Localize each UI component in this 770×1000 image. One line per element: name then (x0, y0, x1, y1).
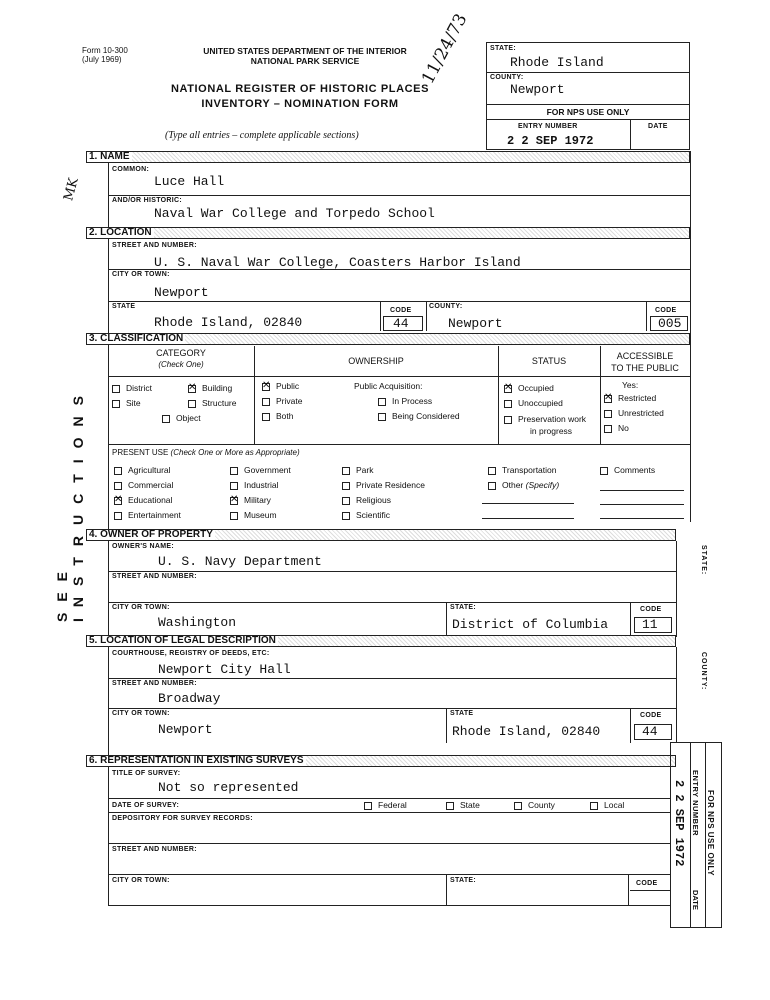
owner-code-value: 11 (642, 617, 658, 632)
county-value: Newport (510, 82, 565, 97)
department-heading (170, 46, 440, 66)
acquisition-label: Public Acquisition: (354, 381, 423, 391)
section-2-bar (86, 227, 690, 239)
level-federal[interactable] (364, 800, 407, 810)
acquisition-being-considered-label: Being Considered (392, 411, 460, 421)
level-local-label: Local (604, 800, 625, 810)
side-entry-number-label: ENTRY NUMBER (691, 770, 700, 837)
use-private-residence-label: Private Residence (356, 480, 425, 490)
checkbox-icon (112, 400, 120, 408)
code-value: 44 (393, 316, 409, 331)
use-scientific-label: Scientific (356, 510, 391, 520)
ownership-both[interactable] (262, 411, 294, 421)
checkbox-icon (342, 512, 350, 520)
courthouse-label: COURTHOUSE, REGISTRY OF DEEDS, ETC: (112, 650, 270, 657)
use-industrial[interactable] (230, 480, 279, 490)
use-museum[interactable] (230, 510, 277, 520)
category-object[interactable] (162, 413, 201, 423)
owner-name-value: U. S. Navy Department (158, 554, 322, 569)
category-building-label: Building (202, 383, 233, 393)
checkbox-icon (188, 400, 196, 408)
checkbox-icon (504, 416, 512, 424)
checkbox-icon (262, 413, 270, 421)
use-comments[interactable] (600, 465, 655, 475)
category-sub: (Check One) (158, 360, 204, 369)
use-museum-label: Museum (244, 510, 277, 520)
ownership-private[interactable] (262, 396, 302, 406)
ownership-public[interactable] (262, 381, 299, 391)
use-other-sub: (Specify) (525, 480, 560, 490)
use-religious-label: Religious (356, 495, 391, 505)
section-5-side-label: COUNTY: (700, 652, 707, 691)
checked-box-icon (262, 383, 270, 391)
legal-state-value: Rhode Island, 02840 (452, 724, 601, 739)
use-other[interactable] (488, 480, 559, 490)
side-nps-label: FOR NPS USE ONLY (706, 790, 715, 876)
county-field-label: COUNTY: (429, 303, 463, 310)
status-header: STATUS (531, 356, 567, 366)
margin-initials: MK (61, 176, 82, 203)
owner-city-value: Washington (158, 615, 237, 630)
owner-code-label: CODE (640, 606, 662, 613)
code2-label: CODE (655, 307, 677, 314)
use-educational[interactable] (114, 495, 172, 505)
checkbox-icon (114, 512, 122, 520)
survey-title-value: Not so represented (158, 780, 299, 795)
acquisition-being-considered[interactable] (378, 411, 460, 421)
section-6-bar (86, 755, 676, 767)
present-use-label: PRESENT USE (112, 448, 169, 457)
checkbox-icon (378, 398, 386, 406)
checkbox-icon (230, 482, 238, 490)
date-label: DATE (648, 123, 668, 130)
use-commercial-label: Commercial (128, 480, 174, 490)
historic-name-value: Naval War College and Torpedo School (154, 206, 435, 221)
legal-city-label: CITY OR TOWN: (112, 710, 170, 717)
checkbox-icon (162, 415, 170, 423)
status-preservation-label-2: in progress (530, 426, 573, 436)
survey-street-label: STREET AND NUMBER: (112, 846, 197, 853)
owner-name-label: OWNER'S NAME: (112, 543, 174, 550)
legal-code-value: 44 (642, 724, 658, 739)
section-5-title: 5. LOCATION OF LEGAL DESCRIPTION (89, 635, 276, 646)
section-3-title: 3. CLASSIFICATION (89, 333, 184, 344)
level-state[interactable] (446, 800, 480, 810)
legal-city-value: Newport (158, 722, 213, 737)
section-1-bar (86, 151, 690, 163)
ownership-header: OWNERSHIP (348, 356, 404, 366)
use-educational-label: Educational (128, 495, 173, 505)
use-entertainment-label: Entertainment (128, 510, 181, 520)
checked-box-icon (504, 385, 512, 393)
entry-date-stamp: 2 2 SEP 1972 (507, 134, 594, 148)
access-unrestricted[interactable] (604, 408, 664, 418)
use-government[interactable] (230, 465, 291, 475)
acquisition-in-process-label: In Process (392, 396, 433, 406)
use-military[interactable] (230, 495, 271, 505)
use-agricultural[interactable] (114, 465, 171, 475)
level-county[interactable] (514, 800, 555, 810)
common-name-value: Luce Hall (154, 174, 225, 189)
use-private-residence[interactable] (342, 480, 425, 490)
checkbox-icon (378, 413, 386, 421)
street-label: STREET AND NUMBER: (112, 242, 197, 249)
side-entry-date-stamp: 2 2 SEP 1972 (672, 780, 686, 867)
present-use-header (112, 448, 300, 457)
form-title-line-1: NATIONAL REGISTER OF HISTORIC PLACES (170, 83, 430, 95)
department-line-1: UNITED STATES DEPARTMENT OF THE INTERIOR (203, 46, 407, 56)
category-structure[interactable] (188, 398, 237, 408)
use-transportation[interactable] (488, 465, 557, 475)
historic-label: AND/OR HISTORIC: (112, 197, 183, 204)
category-structure-label: Structure (202, 398, 237, 408)
owner-street-label: STREET AND NUMBER: (112, 573, 197, 580)
form-title-line-2: INVENTORY – NOMINATION FORM (201, 98, 399, 110)
checked-box-icon (188, 385, 196, 393)
entry-instructions: (Type all entries – complete applicable sections) (165, 130, 359, 141)
checkbox-icon (604, 425, 612, 433)
accessible-label-1: ACCESSIBLE (616, 351, 674, 361)
legal-street-label: STREET AND NUMBER: (112, 680, 197, 687)
state-label: STATE: (490, 45, 517, 52)
courthouse-value: Newport City Hall (158, 662, 291, 677)
entry-number-label: ENTRY NUMBER (518, 123, 578, 130)
present-use-sub: (Check One or More as Appropriate) (170, 448, 300, 457)
ownership-public-label: Public (276, 381, 300, 391)
checkbox-icon (230, 467, 238, 475)
form-date: (July 1969) (82, 55, 122, 64)
use-transportation-label: Transportation (502, 465, 557, 475)
status-occupied-label: Occupied (518, 383, 554, 393)
street-value: U. S. Naval War College, Coasters Harbor Island (154, 255, 521, 270)
section-5-bar (86, 635, 676, 647)
survey-date-label: DATE OF SURVEY: (112, 802, 180, 809)
category-district[interactable] (112, 383, 152, 393)
city-value: Newport (154, 285, 209, 300)
form-title (150, 82, 450, 112)
level-county-label: County (528, 800, 555, 810)
checkbox-icon (600, 467, 608, 475)
checkbox-icon (364, 802, 372, 810)
checkbox-icon (590, 802, 598, 810)
checkbox-icon (342, 482, 350, 490)
code2-value: 005 (658, 316, 682, 331)
use-government-label: Government (244, 465, 291, 475)
category-site[interactable] (112, 398, 141, 408)
access-no[interactable] (604, 423, 629, 433)
section-4-side-label: STATE: (700, 545, 707, 576)
status-unoccupied[interactable] (504, 398, 563, 408)
checked-box-icon (114, 497, 122, 505)
common-label: COMMON: (112, 166, 150, 173)
use-comments-label: Comments (614, 465, 656, 475)
category-object-label: Object (176, 413, 201, 423)
use-religious[interactable] (342, 495, 391, 505)
survey-title-label: TITLE OF SURVEY: (112, 770, 181, 777)
ownership-both-label: Both (276, 411, 294, 421)
form-number-block (82, 46, 128, 64)
use-entertainment[interactable] (114, 510, 181, 520)
checkbox-icon (514, 802, 522, 810)
form-number: Form 10-300 (82, 46, 128, 55)
checkbox-icon (342, 467, 350, 475)
nps-use-only-label: FOR NPS USE ONLY (546, 107, 630, 117)
level-local[interactable] (590, 800, 624, 810)
depository-label: DEPOSITORY FOR SURVEY RECORDS: (112, 815, 253, 822)
use-park[interactable] (342, 465, 373, 475)
checkbox-icon (488, 482, 496, 490)
state-field-value: Rhode Island, 02840 (154, 315, 303, 330)
checkbox-icon (112, 385, 120, 393)
level-state-label: State (460, 800, 480, 810)
checkbox-icon (342, 497, 350, 505)
side-date-label: DATE (691, 890, 700, 910)
access-unrestricted-label: Unrestricted (618, 408, 664, 418)
code-label: CODE (390, 307, 412, 314)
acquisition-in-process[interactable] (378, 396, 432, 406)
section-4-bar (86, 529, 676, 541)
owner-state-label: STATE: (450, 604, 477, 611)
ownership-private-label: Private (276, 396, 303, 406)
section-2-title: 2. LOCATION (89, 227, 152, 238)
checkbox-icon (114, 467, 122, 475)
checkbox-icon (114, 482, 122, 490)
department-line-2: NATIONAL PARK SERVICE (250, 56, 360, 66)
section-3-bar (86, 333, 690, 345)
use-military-label: Military (244, 495, 271, 505)
category-label: CATEGORY (156, 348, 206, 358)
handwritten-date: 11/24/73 (418, 10, 472, 88)
use-commercial[interactable] (114, 480, 173, 490)
city-label: CITY OR TOWN: (112, 271, 170, 278)
checkbox-icon (230, 512, 238, 520)
use-scientific[interactable] (342, 510, 390, 520)
owner-city-label: CITY OR TOWN: (112, 604, 170, 611)
legal-street-value: Broadway (158, 691, 221, 706)
legal-code-label: CODE (640, 712, 662, 719)
checkbox-icon (488, 467, 496, 475)
checked-box-icon (230, 497, 238, 505)
state-field-label: STATE (112, 303, 136, 310)
survey-code-label: CODE (636, 880, 658, 887)
checkbox-icon (504, 400, 512, 408)
checkbox-icon (446, 802, 454, 810)
access-restricted[interactable] (604, 393, 656, 403)
access-no-label: No (618, 423, 629, 433)
use-park-label: Park (356, 465, 374, 475)
status-preservation-label: Preservation work (518, 414, 587, 424)
access-restricted-label: Restricted (618, 393, 657, 403)
category-district-label: District (126, 383, 152, 393)
county-field-value: Newport (448, 316, 503, 331)
survey-city-label: CITY OR TOWN: (112, 877, 170, 884)
access-yes-label: Yes: (622, 380, 639, 390)
checkbox-icon (604, 410, 612, 418)
use-industrial-label: Industrial (244, 480, 279, 490)
section-4-title: 4. OWNER OF PROPERTY (89, 529, 213, 540)
checked-box-icon (604, 395, 612, 403)
status-unoccupied-label: Unoccupied (518, 398, 563, 408)
survey-state-label: STATE: (450, 877, 477, 884)
section-1-title: 1. NAME (89, 151, 130, 162)
category-header (108, 348, 254, 370)
checkbox-icon (262, 398, 270, 406)
owner-state-value: District of Columbia (452, 617, 609, 632)
status-occupied[interactable] (504, 383, 554, 393)
accessible-label-2: TO THE PUBLIC (611, 363, 679, 373)
county-label: COUNTY: (490, 74, 524, 81)
section-6-title: 6. REPRESENTATION IN EXISTING SURVEYS (89, 755, 304, 766)
level-federal-label: Federal (378, 800, 407, 810)
status-preservation[interactable] (504, 413, 586, 437)
use-other-label: Other (502, 480, 524, 490)
category-site-label: Site (126, 398, 141, 408)
accessible-header (600, 350, 690, 374)
category-building[interactable] (188, 383, 232, 393)
legal-state-label: STATE (450, 710, 474, 717)
side-instructions: SEE INSTRUCTIONS (54, 385, 86, 622)
state-value: Rhode Island (510, 55, 604, 70)
use-agricultural-label: Agricultural (128, 465, 171, 475)
